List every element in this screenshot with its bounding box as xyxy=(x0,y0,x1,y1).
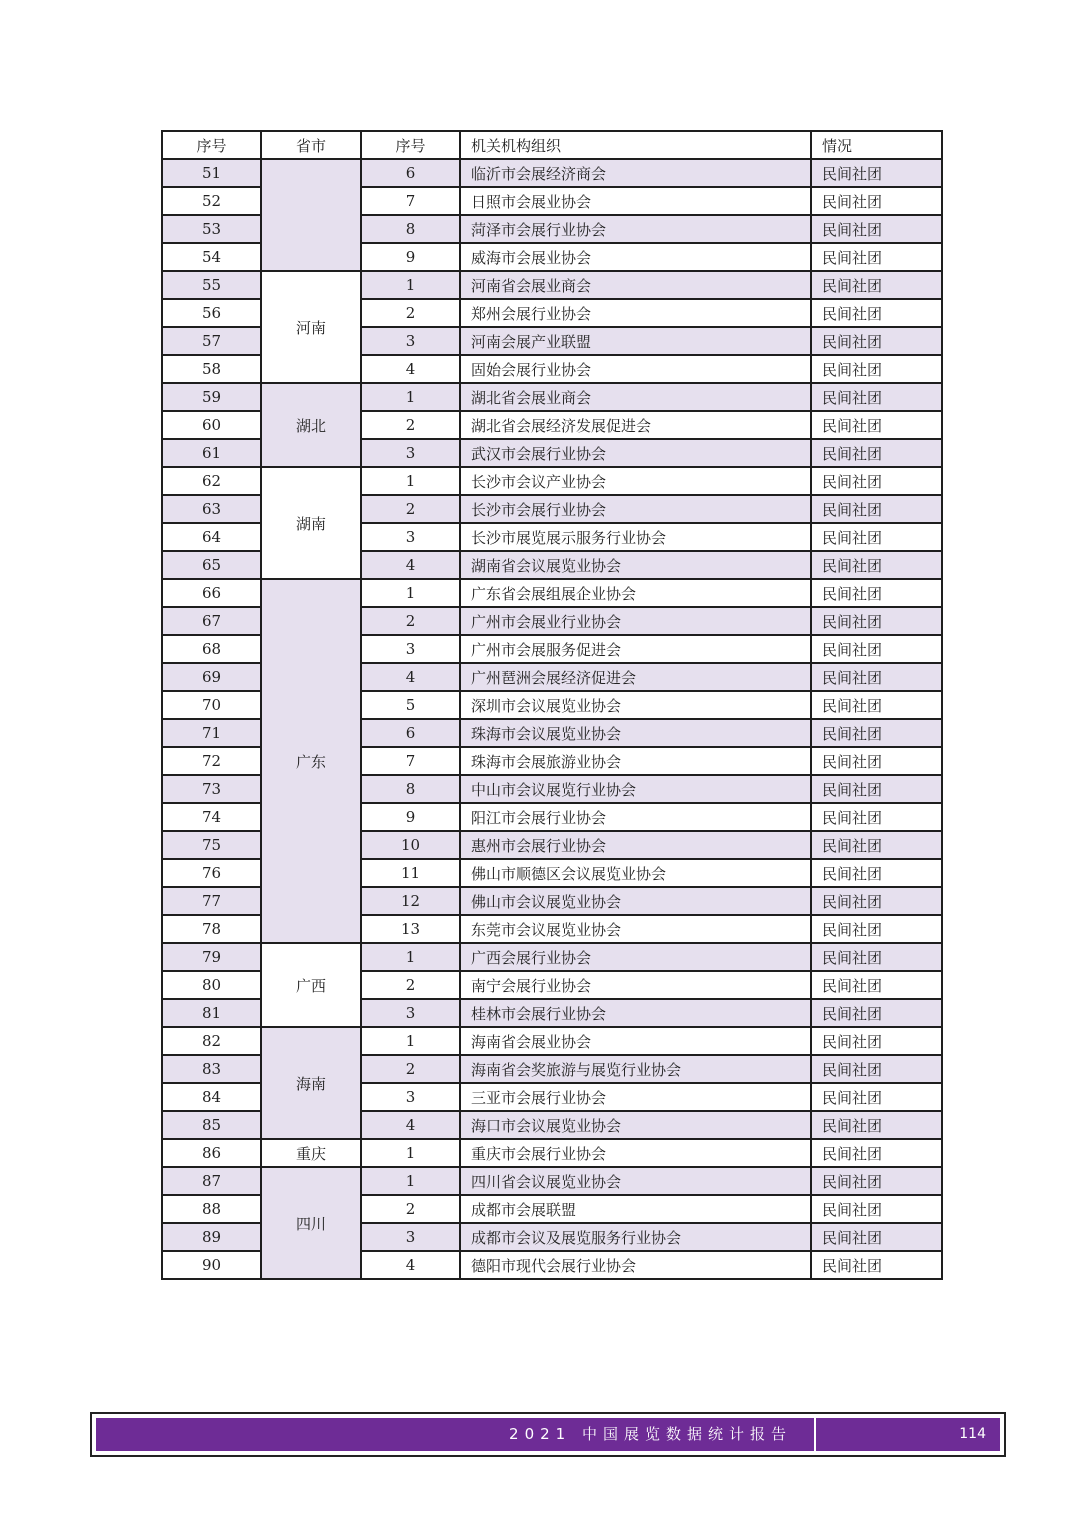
row-organization: 河南会展产业联盟 xyxy=(460,327,811,355)
row-status: 民间社团 xyxy=(811,579,942,607)
row-status: 民间社团 xyxy=(811,971,942,999)
row-organization: 成都市会展联盟 xyxy=(460,1195,811,1223)
row-status: 民间社团 xyxy=(811,943,942,971)
province-cell: 湖南 xyxy=(261,467,361,579)
row-serial: 88 xyxy=(162,1195,261,1223)
row-serial: 53 xyxy=(162,215,261,243)
row-sub-serial: 6 xyxy=(361,159,460,187)
province-cell: 河南 xyxy=(261,271,361,383)
row-status: 民间社团 xyxy=(811,999,942,1027)
footer-bar xyxy=(96,1418,1000,1451)
table-row xyxy=(162,159,942,187)
row-sub-serial: 2 xyxy=(361,971,460,999)
province-cell: 广西 xyxy=(261,943,361,1027)
page-number: 114 xyxy=(959,1426,986,1442)
row-sub-serial: 2 xyxy=(361,299,460,327)
row-organization: 德阳市现代会展行业协会 xyxy=(460,1251,811,1279)
row-status: 民间社团 xyxy=(811,1027,942,1055)
row-serial: 52 xyxy=(162,187,261,215)
row-serial: 54 xyxy=(162,243,261,271)
row-status: 民间社团 xyxy=(811,355,942,383)
row-organization: 惠州市会展行业协会 xyxy=(460,831,811,859)
table-body xyxy=(162,159,942,1279)
row-sub-serial: 7 xyxy=(361,187,460,215)
row-organization: 广州市会展服务促进会 xyxy=(460,635,811,663)
row-serial: 76 xyxy=(162,859,261,887)
row-serial: 67 xyxy=(162,607,261,635)
row-serial: 81 xyxy=(162,999,261,1027)
row-serial: 89 xyxy=(162,1223,261,1251)
row-organization: 成都市会议及展览服务行业协会 xyxy=(460,1223,811,1251)
association-table-container xyxy=(161,130,917,1280)
row-organization: 威海市会展业协会 xyxy=(460,243,811,271)
association-table xyxy=(161,130,943,1280)
province-cell: 湖北 xyxy=(261,383,361,467)
row-status: 民间社团 xyxy=(811,411,942,439)
row-organization: 固始会展行业协会 xyxy=(460,355,811,383)
row-serial: 69 xyxy=(162,663,261,691)
row-status: 民间社团 xyxy=(811,719,942,747)
row-sub-serial: 1 xyxy=(361,1139,460,1167)
row-sub-serial: 2 xyxy=(361,411,460,439)
province-cell: 重庆 xyxy=(261,1139,361,1167)
row-organization: 长沙市会展行业协会 xyxy=(460,495,811,523)
row-serial: 57 xyxy=(162,327,261,355)
row-serial: 56 xyxy=(162,299,261,327)
row-serial: 63 xyxy=(162,495,261,523)
row-status: 民间社团 xyxy=(811,1251,942,1279)
table-row xyxy=(162,1167,942,1195)
row-status: 民间社团 xyxy=(811,607,942,635)
row-serial: 58 xyxy=(162,355,261,383)
row-sub-serial: 4 xyxy=(361,1251,460,1279)
row-organization: 湖北省会展业商会 xyxy=(460,383,811,411)
row-status: 民间社团 xyxy=(811,271,942,299)
row-organization: 长沙市会议产业协会 xyxy=(460,467,811,495)
row-serial: 68 xyxy=(162,635,261,663)
row-organization: 南宁会展行业协会 xyxy=(460,971,811,999)
row-sub-serial: 2 xyxy=(361,607,460,635)
row-sub-serial: 4 xyxy=(361,355,460,383)
row-serial: 86 xyxy=(162,1139,261,1167)
row-serial: 77 xyxy=(162,887,261,915)
row-serial: 85 xyxy=(162,1111,261,1139)
row-sub-serial: 1 xyxy=(361,383,460,411)
row-sub-serial: 1 xyxy=(361,943,460,971)
row-status: 民间社团 xyxy=(811,1055,942,1083)
table-row xyxy=(162,1139,942,1167)
row-organization: 珠海市会议展览业协会 xyxy=(460,719,811,747)
row-organization: 长沙市展览展示服务行业协会 xyxy=(460,523,811,551)
row-status: 民间社团 xyxy=(811,523,942,551)
table-row xyxy=(162,579,942,607)
page-footer xyxy=(90,1412,1006,1457)
row-organization: 湖南省会议展览业协会 xyxy=(460,551,811,579)
row-status: 民间社团 xyxy=(811,439,942,467)
row-status: 民间社团 xyxy=(811,551,942,579)
row-sub-serial: 2 xyxy=(361,495,460,523)
row-status: 民间社团 xyxy=(811,215,942,243)
row-organization: 深圳市会议展览业协会 xyxy=(460,691,811,719)
row-serial: 73 xyxy=(162,775,261,803)
row-status: 民间社团 xyxy=(811,1195,942,1223)
row-sub-serial: 2 xyxy=(361,1055,460,1083)
row-serial: 83 xyxy=(162,1055,261,1083)
row-sub-serial: 3 xyxy=(361,999,460,1027)
row-status: 民间社团 xyxy=(811,635,942,663)
row-serial: 82 xyxy=(162,1027,261,1055)
row-serial: 61 xyxy=(162,439,261,467)
row-serial: 71 xyxy=(162,719,261,747)
row-status: 民间社团 xyxy=(811,887,942,915)
province-cell xyxy=(261,159,361,271)
province-cell: 广东 xyxy=(261,579,361,943)
row-organization: 郑州会展行业协会 xyxy=(460,299,811,327)
row-status: 民间社团 xyxy=(811,1111,942,1139)
row-sub-serial: 4 xyxy=(361,1111,460,1139)
row-serial: 66 xyxy=(162,579,261,607)
row-status: 民间社团 xyxy=(811,1167,942,1195)
row-status: 民间社团 xyxy=(811,327,942,355)
row-organization: 三亚市会展行业协会 xyxy=(460,1083,811,1111)
table-row xyxy=(162,467,942,495)
row-organization: 佛山市会议展览业协会 xyxy=(460,887,811,915)
row-organization: 广州市会展业行业协会 xyxy=(460,607,811,635)
row-status: 民间社团 xyxy=(811,747,942,775)
row-organization: 广西会展行业协会 xyxy=(460,943,811,971)
row-serial: 75 xyxy=(162,831,261,859)
row-sub-serial: 12 xyxy=(361,887,460,915)
row-serial: 80 xyxy=(162,971,261,999)
table-row xyxy=(162,383,942,411)
row-serial: 62 xyxy=(162,467,261,495)
row-status: 民间社团 xyxy=(811,803,942,831)
row-status: 民间社团 xyxy=(811,467,942,495)
row-sub-serial: 1 xyxy=(361,1027,460,1055)
row-status: 民间社团 xyxy=(811,831,942,859)
row-status: 民间社团 xyxy=(811,187,942,215)
row-status: 民间社团 xyxy=(811,1083,942,1111)
row-serial: 87 xyxy=(162,1167,261,1195)
row-serial: 90 xyxy=(162,1251,261,1279)
row-organization: 菏泽市会展行业协会 xyxy=(460,215,811,243)
row-sub-serial: 7 xyxy=(361,747,460,775)
row-organization: 珠海市会展旅游业协会 xyxy=(460,747,811,775)
row-sub-serial: 1 xyxy=(361,579,460,607)
table-row xyxy=(162,271,942,299)
row-sub-serial: 3 xyxy=(361,1223,460,1251)
header-sub-serial: 序号 xyxy=(361,131,460,159)
row-sub-serial: 4 xyxy=(361,551,460,579)
row-organization: 临沂市会展经济商会 xyxy=(460,159,811,187)
row-organization: 中山市会议展览行业协会 xyxy=(460,775,811,803)
row-serial: 79 xyxy=(162,943,261,971)
row-sub-serial: 4 xyxy=(361,663,460,691)
row-serial: 70 xyxy=(162,691,261,719)
row-sub-serial: 5 xyxy=(361,691,460,719)
row-organization: 日照市会展业协会 xyxy=(460,187,811,215)
header-organization: 机关机构组织 xyxy=(460,131,811,159)
header-serial: 序号 xyxy=(162,131,261,159)
row-status: 民间社团 xyxy=(811,159,942,187)
row-sub-serial: 3 xyxy=(361,635,460,663)
row-status: 民间社团 xyxy=(811,1223,942,1251)
row-sub-serial: 2 xyxy=(361,1195,460,1223)
row-status: 民间社团 xyxy=(811,915,942,943)
row-status: 民间社团 xyxy=(811,691,942,719)
row-organization: 东莞市会议展览业协会 xyxy=(460,915,811,943)
row-organization: 武汉市会展行业协会 xyxy=(460,439,811,467)
row-sub-serial: 9 xyxy=(361,803,460,831)
row-organization: 阳江市会展行业协会 xyxy=(460,803,811,831)
header-province: 省市 xyxy=(261,131,361,159)
row-sub-serial: 8 xyxy=(361,215,460,243)
row-serial: 59 xyxy=(162,383,261,411)
row-status: 民间社团 xyxy=(811,383,942,411)
header-status: 情况 xyxy=(811,131,942,159)
row-sub-serial: 8 xyxy=(361,775,460,803)
row-status: 民间社团 xyxy=(811,775,942,803)
table-header-row xyxy=(162,131,942,159)
row-sub-serial: 9 xyxy=(361,243,460,271)
row-sub-serial: 1 xyxy=(361,1167,460,1195)
row-organization: 佛山市顺德区会议展览业协会 xyxy=(460,859,811,887)
row-serial: 55 xyxy=(162,271,261,299)
row-sub-serial: 1 xyxy=(361,467,460,495)
row-status: 民间社团 xyxy=(811,243,942,271)
row-serial: 60 xyxy=(162,411,261,439)
row-sub-serial: 3 xyxy=(361,1083,460,1111)
row-sub-serial: 3 xyxy=(361,439,460,467)
row-serial: 64 xyxy=(162,523,261,551)
row-organization: 重庆市会展行业协会 xyxy=(460,1139,811,1167)
row-organization: 广州琶洲会展经济促进会 xyxy=(460,663,811,691)
row-serial: 74 xyxy=(162,803,261,831)
row-status: 民间社团 xyxy=(811,859,942,887)
row-organization: 湖北省会展经济发展促进会 xyxy=(460,411,811,439)
row-organization: 广东省会展组展企业协会 xyxy=(460,579,811,607)
row-serial: 78 xyxy=(162,915,261,943)
row-serial: 84 xyxy=(162,1083,261,1111)
province-cell: 海南 xyxy=(261,1027,361,1139)
row-organization: 海南省会展业协会 xyxy=(460,1027,811,1055)
row-sub-serial: 3 xyxy=(361,523,460,551)
row-sub-serial: 6 xyxy=(361,719,460,747)
row-serial: 72 xyxy=(162,747,261,775)
table-row xyxy=(162,943,942,971)
row-organization: 河南省会展业商会 xyxy=(460,271,811,299)
row-sub-serial: 13 xyxy=(361,915,460,943)
row-sub-serial: 1 xyxy=(361,271,460,299)
row-status: 民间社团 xyxy=(811,663,942,691)
row-organization: 桂林市会展行业协会 xyxy=(460,999,811,1027)
row-serial: 65 xyxy=(162,551,261,579)
row-status: 民间社团 xyxy=(811,1139,942,1167)
province-cell: 四川 xyxy=(261,1167,361,1279)
row-sub-serial: 11 xyxy=(361,859,460,887)
report-title: 2021 中国展览数据统计报告 xyxy=(96,1418,816,1451)
row-organization: 海南省会奖旅游与展览行业协会 xyxy=(460,1055,811,1083)
row-organization: 海口市会议展览业协会 xyxy=(460,1111,811,1139)
row-status: 民间社团 xyxy=(811,495,942,523)
table-row xyxy=(162,1027,942,1055)
row-serial: 51 xyxy=(162,159,261,187)
row-organization: 四川省会议展览业协会 xyxy=(460,1167,811,1195)
row-sub-serial: 3 xyxy=(361,327,460,355)
row-status: 民间社团 xyxy=(811,299,942,327)
row-sub-serial: 10 xyxy=(361,831,460,859)
